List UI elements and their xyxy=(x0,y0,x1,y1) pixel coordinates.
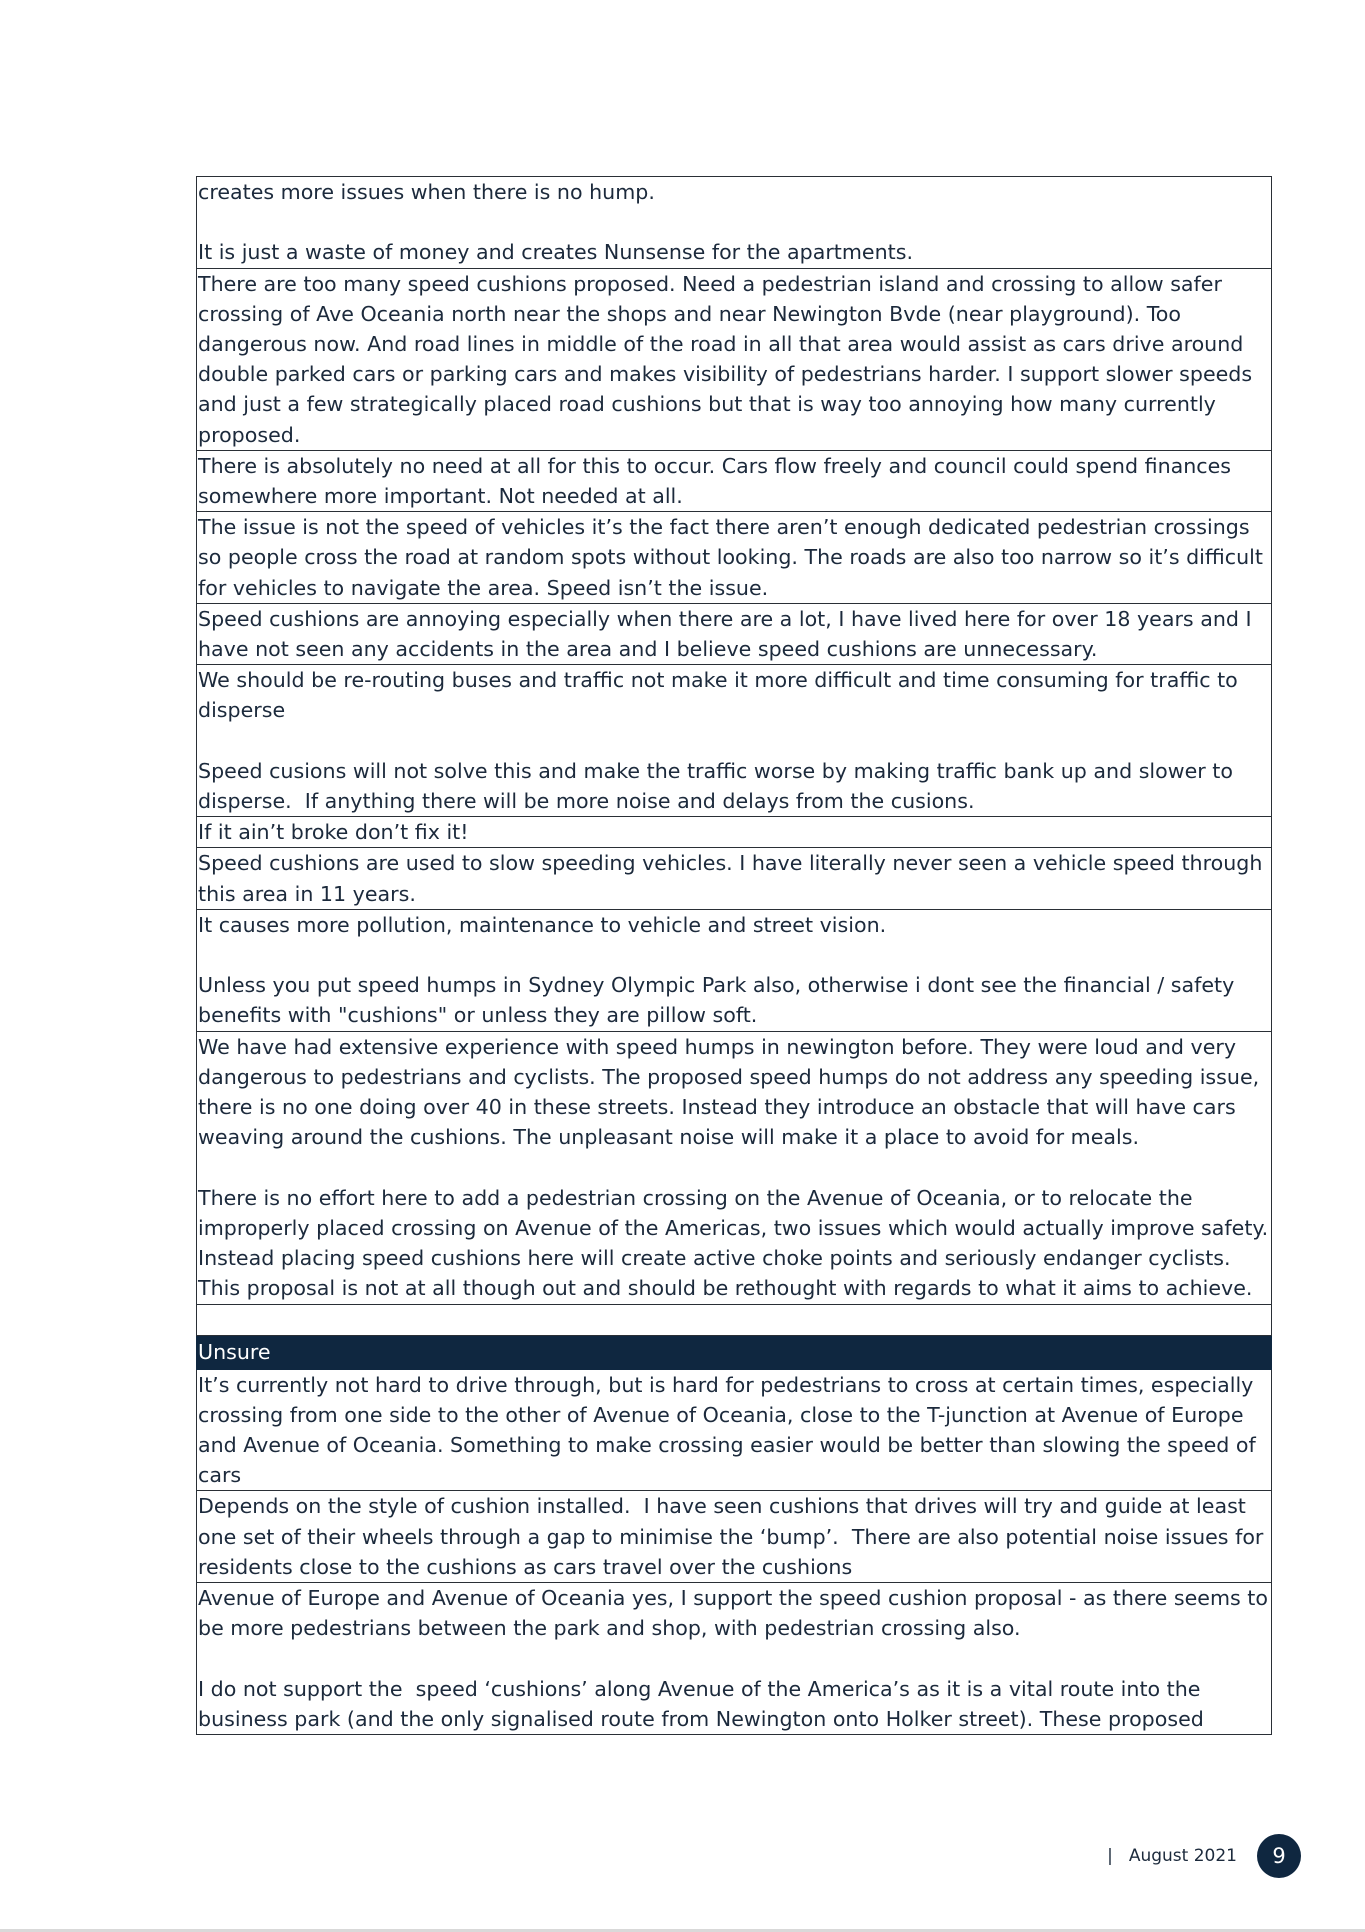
comment-cell: Speed cushions are used to slow speeding vehicles. I have literally never seen a vehicle speed through this area in 11 years. xyxy=(197,848,1272,909)
comment-cell: There is absolutely no need at all for this to occur. Cars flow freely and council could spend finances somewhere more important. Not needed at all. xyxy=(197,450,1272,511)
table-row xyxy=(197,268,1272,450)
comment-cell: It’s currently not hard to drive through, but is hard for pedestrians to cross at certain times, especially crossing from one side to the other of Avenue of Oceania, close to the T-junction at Avenue of Europe and Avenue of Oceania. Something to make crossing easier would be better than slowing the speed of cars xyxy=(197,1369,1272,1491)
comment-cell: Depends on the style of cushion installed. I have seen cushions that drives will try and guide at least one set of their wheels through a gap to minimise the ‘bump’. There are also potential noise issues for residents close to the cushions as cars travel over the cushions xyxy=(197,1491,1272,1583)
table-row xyxy=(197,177,1272,269)
empty-cell xyxy=(197,1304,1272,1335)
table-row xyxy=(197,450,1272,511)
table-row xyxy=(197,665,1272,817)
comment-cell: The issue is not the speed of vehicles it’s the fact there aren’t enough dedicated pedestrian crossings so people cross the road at random spots without looking. The roads are also too narrow so it’s difficult for vehicles to navigate the area. Speed isn’t the issue. xyxy=(197,512,1272,604)
page-number-badge: 9 xyxy=(1257,1834,1301,1878)
table-row xyxy=(197,817,1272,848)
footer-separator: | xyxy=(1107,1846,1113,1866)
comment-cell: Avenue of Europe and Avenue of Oceania yes, I support the speed cushion proposal - as there seems to be more pedestrians between the park and shop, with pedestrian crossing also. I do not support the speed ‘cushions’ along Avenue of the America’s as it is a vital route into the business park (and the only signalised route from Newington onto Holker street). These proposed xyxy=(197,1582,1272,1734)
feedback-table xyxy=(196,176,1272,1735)
comment-cell: There are too many speed cushions proposed. Need a pedestrian island and crossing to allow safer crossing of Ave Oceania north near the shops and near Newington Bvde (near playground). Too dangerous now. And road lines in middle of the road in all that area would assist as cars drive around double parked cars or parking cars and makes visibility of pedestrians harder. I support slower speeds and just a few strategically placed road cushions but that is way too annoying how many currently proposed. xyxy=(197,268,1272,450)
table-row xyxy=(197,1369,1272,1491)
comment-cell: It causes more pollution, maintenance to vehicle and street vision. Unless you put speed humps in Sydney Olympic Park also, otherwise i dont see the financial / safety benefits with "cushions" or unless they are pillow soft. xyxy=(197,909,1272,1031)
comment-cell: If it ain’t broke don’t fix it! xyxy=(197,817,1272,848)
comment-cell: We have had extensive experience with speed humps in newington before. They were loud and very dangerous to pedestrians and cyclists. The proposed speed humps do not address any speeding issue, there is no one doing over 40 in these streets. Instead they introduce an obstacle that will have cars weaving around the cushions. The unpleasant noise will make it a place to avoid for meals. There is no effort here to add a pedestrian crossing on the Avenue of Oceania, or to relocate the improperly placed crossing on Avenue of the Americas, two issues which would actually improve safety. Instead placing speed cushions here will create active choke points and seriously endanger cyclists. This proposal is not at all though out and should be rethought with regards to what it aims to achieve. xyxy=(197,1031,1272,1304)
page-footer xyxy=(1107,1834,1301,1878)
table-row xyxy=(197,1031,1272,1304)
comment-cell: We should be re-routing buses and traffic not make it more difficult and time consuming for traffic to disperse Speed cusions will not solve this and make the traffic worse by making traffic bank up and slower to disperse. If anything there will be more noise and delays from the cusions. xyxy=(197,665,1272,817)
comment-cell: Speed cushions are annoying especially when there are a lot, I have lived here for over 18 years and I have not seen any accidents in the area and I believe speed cushions are unnecessary. xyxy=(197,603,1272,664)
section-header-unsure: Unsure xyxy=(197,1335,1272,1369)
table-row xyxy=(197,848,1272,909)
table-row xyxy=(197,603,1272,664)
table-row xyxy=(197,1582,1272,1734)
footer-date: August 2021 xyxy=(1128,1846,1237,1866)
table-row xyxy=(197,512,1272,604)
table-row xyxy=(197,909,1272,1031)
empty-row xyxy=(197,1304,1272,1335)
table-row xyxy=(197,1491,1272,1583)
section-header-row xyxy=(197,1335,1272,1369)
comment-cell: creates more issues when there is no hump. It is just a waste of money and creates Nunsense for the apartments. xyxy=(197,177,1272,269)
